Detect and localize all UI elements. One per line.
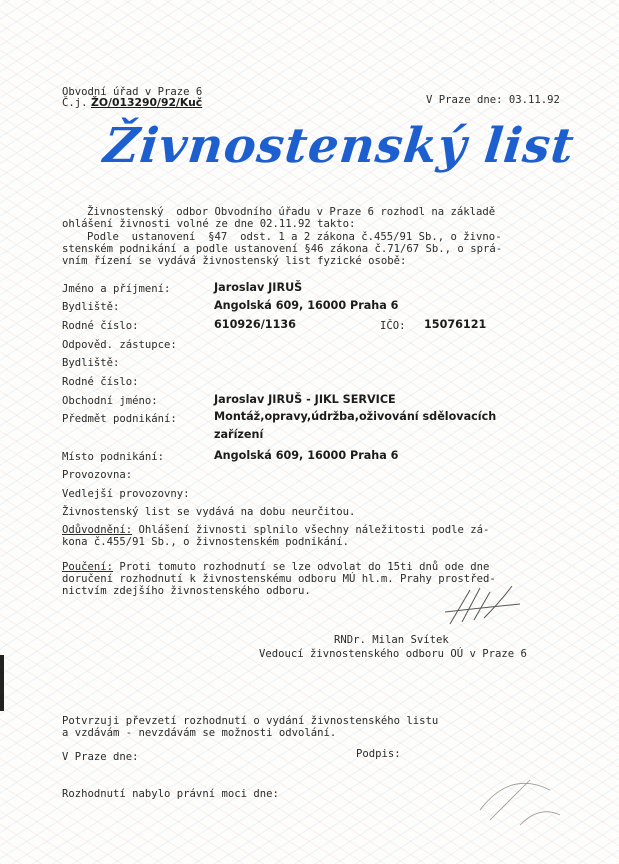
- intro-line-3: Podle ustanovení §47 odst. 1 a 2 zákona č.455/91 Sb., o živno-: [87, 231, 502, 243]
- office-name: Obvodní úřad v Praze 6: [62, 86, 203, 98]
- reasoning-label: Odůvodnění:: [62, 524, 133, 536]
- business-subject-line-1: Montáž,opravy,údržba,oživování sdělovacích: [214, 410, 497, 423]
- business-subject-label: Předmět podnikání:: [62, 413, 177, 425]
- signatory-position: Vedoucí živnostenského odboru OÚ v Praze 6: [259, 648, 527, 660]
- document-title: Živnostenský list: [101, 118, 578, 174]
- signatory-name: RNDr. Milan Svítek: [334, 634, 449, 646]
- birth-number-value: 610926/1136: [214, 318, 296, 331]
- faint-stamp: [470, 760, 570, 830]
- reference-number: ŽO/013290/92/Kuč: [91, 96, 203, 109]
- business-place-label: Místo podnikání:: [62, 451, 165, 463]
- receipt-line-2: a vzdávám - nevzdávám se možnosti odvolání.: [62, 727, 337, 739]
- instruction-line-1: Proti tomuto rozhodnutí se lze odvolat do 15ti dnů ode dne: [113, 561, 490, 573]
- business-subject-line-2: zařízení: [214, 428, 264, 441]
- name-value: Jaroslav JIRUŠ: [214, 281, 303, 294]
- intro-line-1: Živnostenský odbor Obvodního úřadu v Praze 6 rozhodl na základě: [87, 206, 496, 218]
- name-label: Jméno a příjmení:: [62, 283, 171, 295]
- intro-line-4: stenském podnikání a podle ustanovení §46 zákona č.71/67 Sb., o sprá-: [62, 243, 503, 255]
- reasoning-line-1: Ohlášení živnosti splnilo všechny náležitosti podle zá-: [132, 524, 490, 536]
- residence-label: Bydliště:: [62, 301, 120, 313]
- edge-mark: [0, 655, 4, 711]
- representative-birth-label: Rodné číslo:: [62, 376, 139, 388]
- intro-line-5: vním řízení se vydává živnostenský list fyzické osobě:: [62, 255, 407, 267]
- residence-value: Angolská 609, 16000 Praha 6: [214, 299, 399, 312]
- representative-label: Odpověd. zástupce:: [62, 339, 177, 351]
- branches-label: Vedlejší provozovny:: [62, 488, 190, 500]
- business-place-value: Angolská 609, 16000 Praha 6: [214, 449, 399, 462]
- intro-line-2: ohlášení živnosti volné ze dne 02.11.92 takto:: [62, 218, 356, 230]
- instruction-line-3: nictvím zdejšího živnostenského odboru.: [62, 585, 311, 597]
- receipt-date-label: V Praze dne:: [62, 751, 139, 763]
- representative-residence-label: Bydliště:: [62, 357, 120, 369]
- ico-value: 15076121: [424, 318, 487, 331]
- validity-statement: Živnostenský list se vydává na dobu neurčitou.: [62, 506, 356, 518]
- receipt-line-1: Potvrzuji převzetí rozhodnutí o vydání živnostenského listu: [62, 715, 439, 727]
- birth-number-label: Rodné číslo:: [62, 320, 139, 332]
- official-signature: [440, 582, 530, 632]
- reference-label: Č.j.: [62, 97, 88, 109]
- trade-name-label: Obchodní jméno:: [62, 395, 158, 407]
- trade-name-value: Jaroslav JIRUŠ - JIKL SERVICE: [214, 393, 396, 406]
- premises-label: Provozovna:: [62, 469, 133, 481]
- ico-label: IČO:: [380, 320, 406, 332]
- receipt-signature-label: Podpis:: [356, 748, 401, 760]
- instruction-line-2: doručení rozhodnutí k živnostenskému odboru MÚ hl.m. Prahy prostřed-: [62, 573, 496, 585]
- issue-date: V Praze dne: 03.11.92: [426, 94, 560, 106]
- legal-force-label: Rozhodnutí nabylo právní moci dne:: [62, 788, 279, 800]
- instruction-label: Poučení:: [62, 561, 114, 573]
- reasoning-line-2: kona č.455/91 Sb., o živnostenském podnikání.: [62, 536, 350, 548]
